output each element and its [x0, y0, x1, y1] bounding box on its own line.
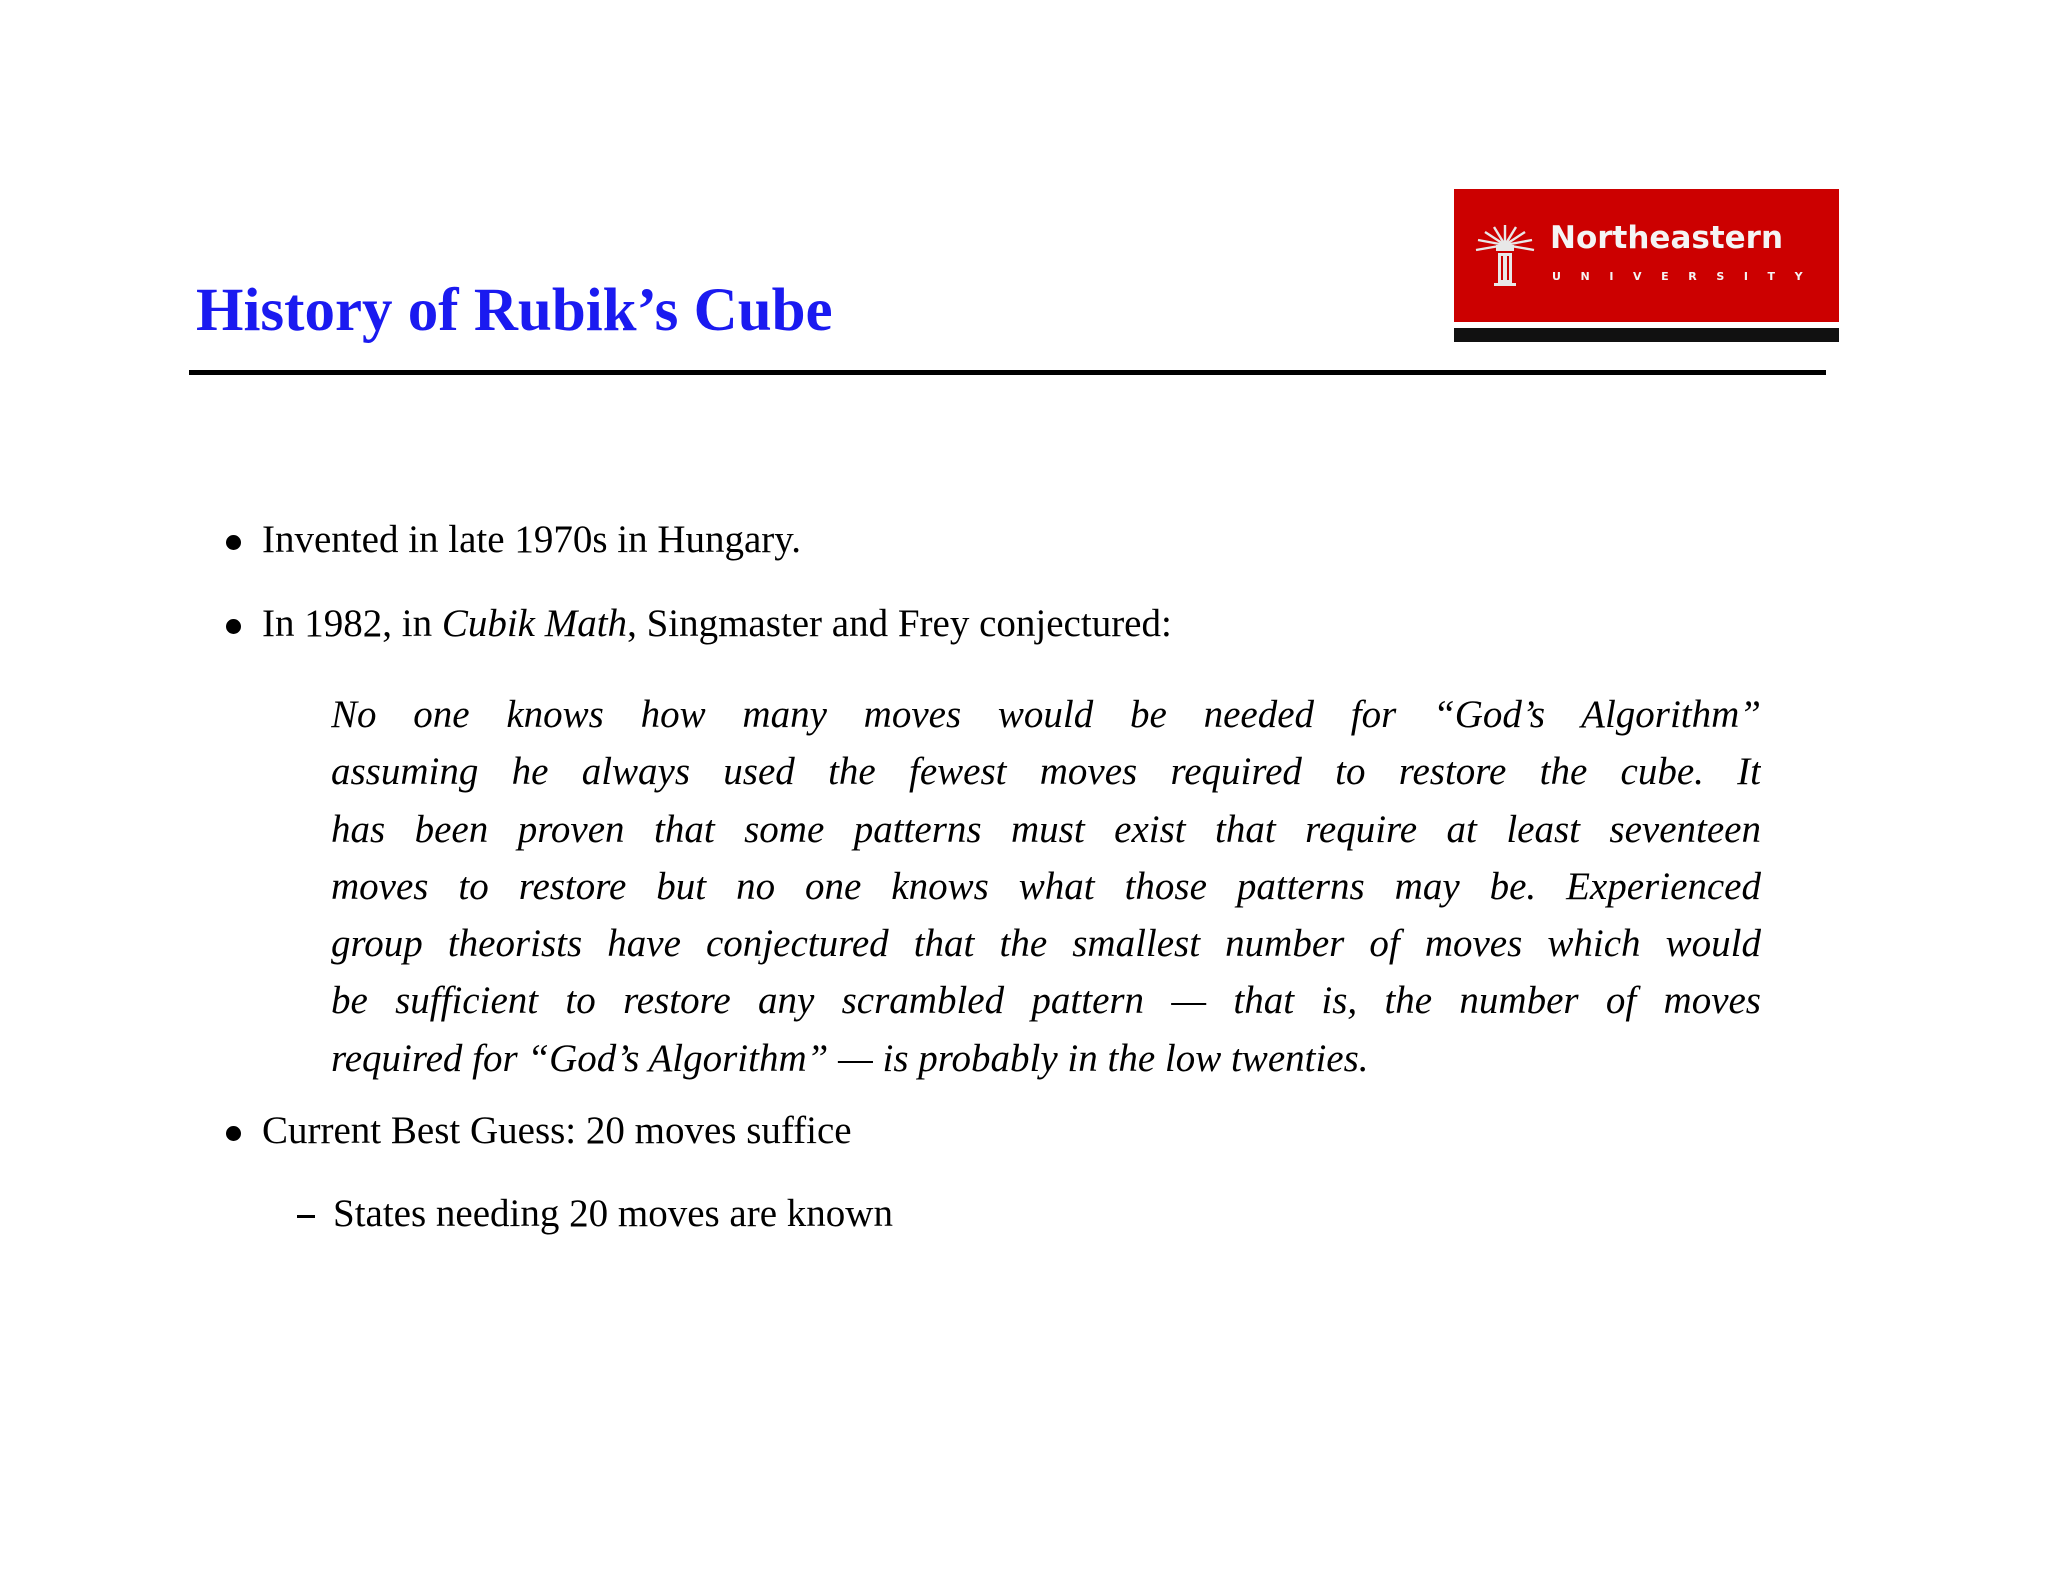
sub-bullet-text: States needing 20 moves are known	[333, 1192, 893, 1235]
bullet-dot	[226, 1126, 241, 1141]
logo-subtitle: UNIVERSITY	[1552, 270, 1823, 283]
quote-line: assuming he always used the fewest moves required to restore the cube. It	[331, 750, 1761, 794]
quotation	[331, 686, 1761, 1087]
quote-line: has been proven that some patterns must exist that require at least seventeen	[331, 807, 1761, 851]
sub-bullet-item	[333, 1194, 893, 1233]
bullet-dot	[226, 619, 241, 634]
bullet-text: , Singmaster and Frey conjectured:	[627, 602, 1172, 645]
quote-line: required for “God’s Algorithm” — is probably in the low twenties.	[331, 1036, 1369, 1080]
sub-bullet-dash	[297, 1215, 315, 1218]
quote-line: be sufficient to restore any scrambled pattern — that is, the number of moves	[331, 979, 1761, 1023]
quote-line: No one knows how many moves would be needed for “God’s Algorithm”	[331, 693, 1761, 736]
quote-line: moves to restore but no one knows what those patterns may be. Experienced	[331, 864, 1761, 908]
quote-line: group theorists have conjectured that the smallest number of moves which would	[331, 922, 1761, 966]
bullet-item	[262, 604, 1172, 643]
bullet-dot	[226, 535, 241, 550]
bullet-text: Current Best Guess: 20 moves suffice	[262, 1109, 852, 1152]
bullet-item	[262, 520, 801, 559]
bullet-text: In 1982, in	[262, 602, 442, 645]
bullet-text: Invented in late 1970s in Hungary.	[262, 518, 802, 561]
book-title: Cubik Math	[441, 602, 628, 645]
logo-wordmark: Northeastern	[1550, 220, 1784, 256]
bullet-item	[262, 1111, 852, 1150]
slide-title: History of Rubik’s Cube	[196, 277, 833, 344]
